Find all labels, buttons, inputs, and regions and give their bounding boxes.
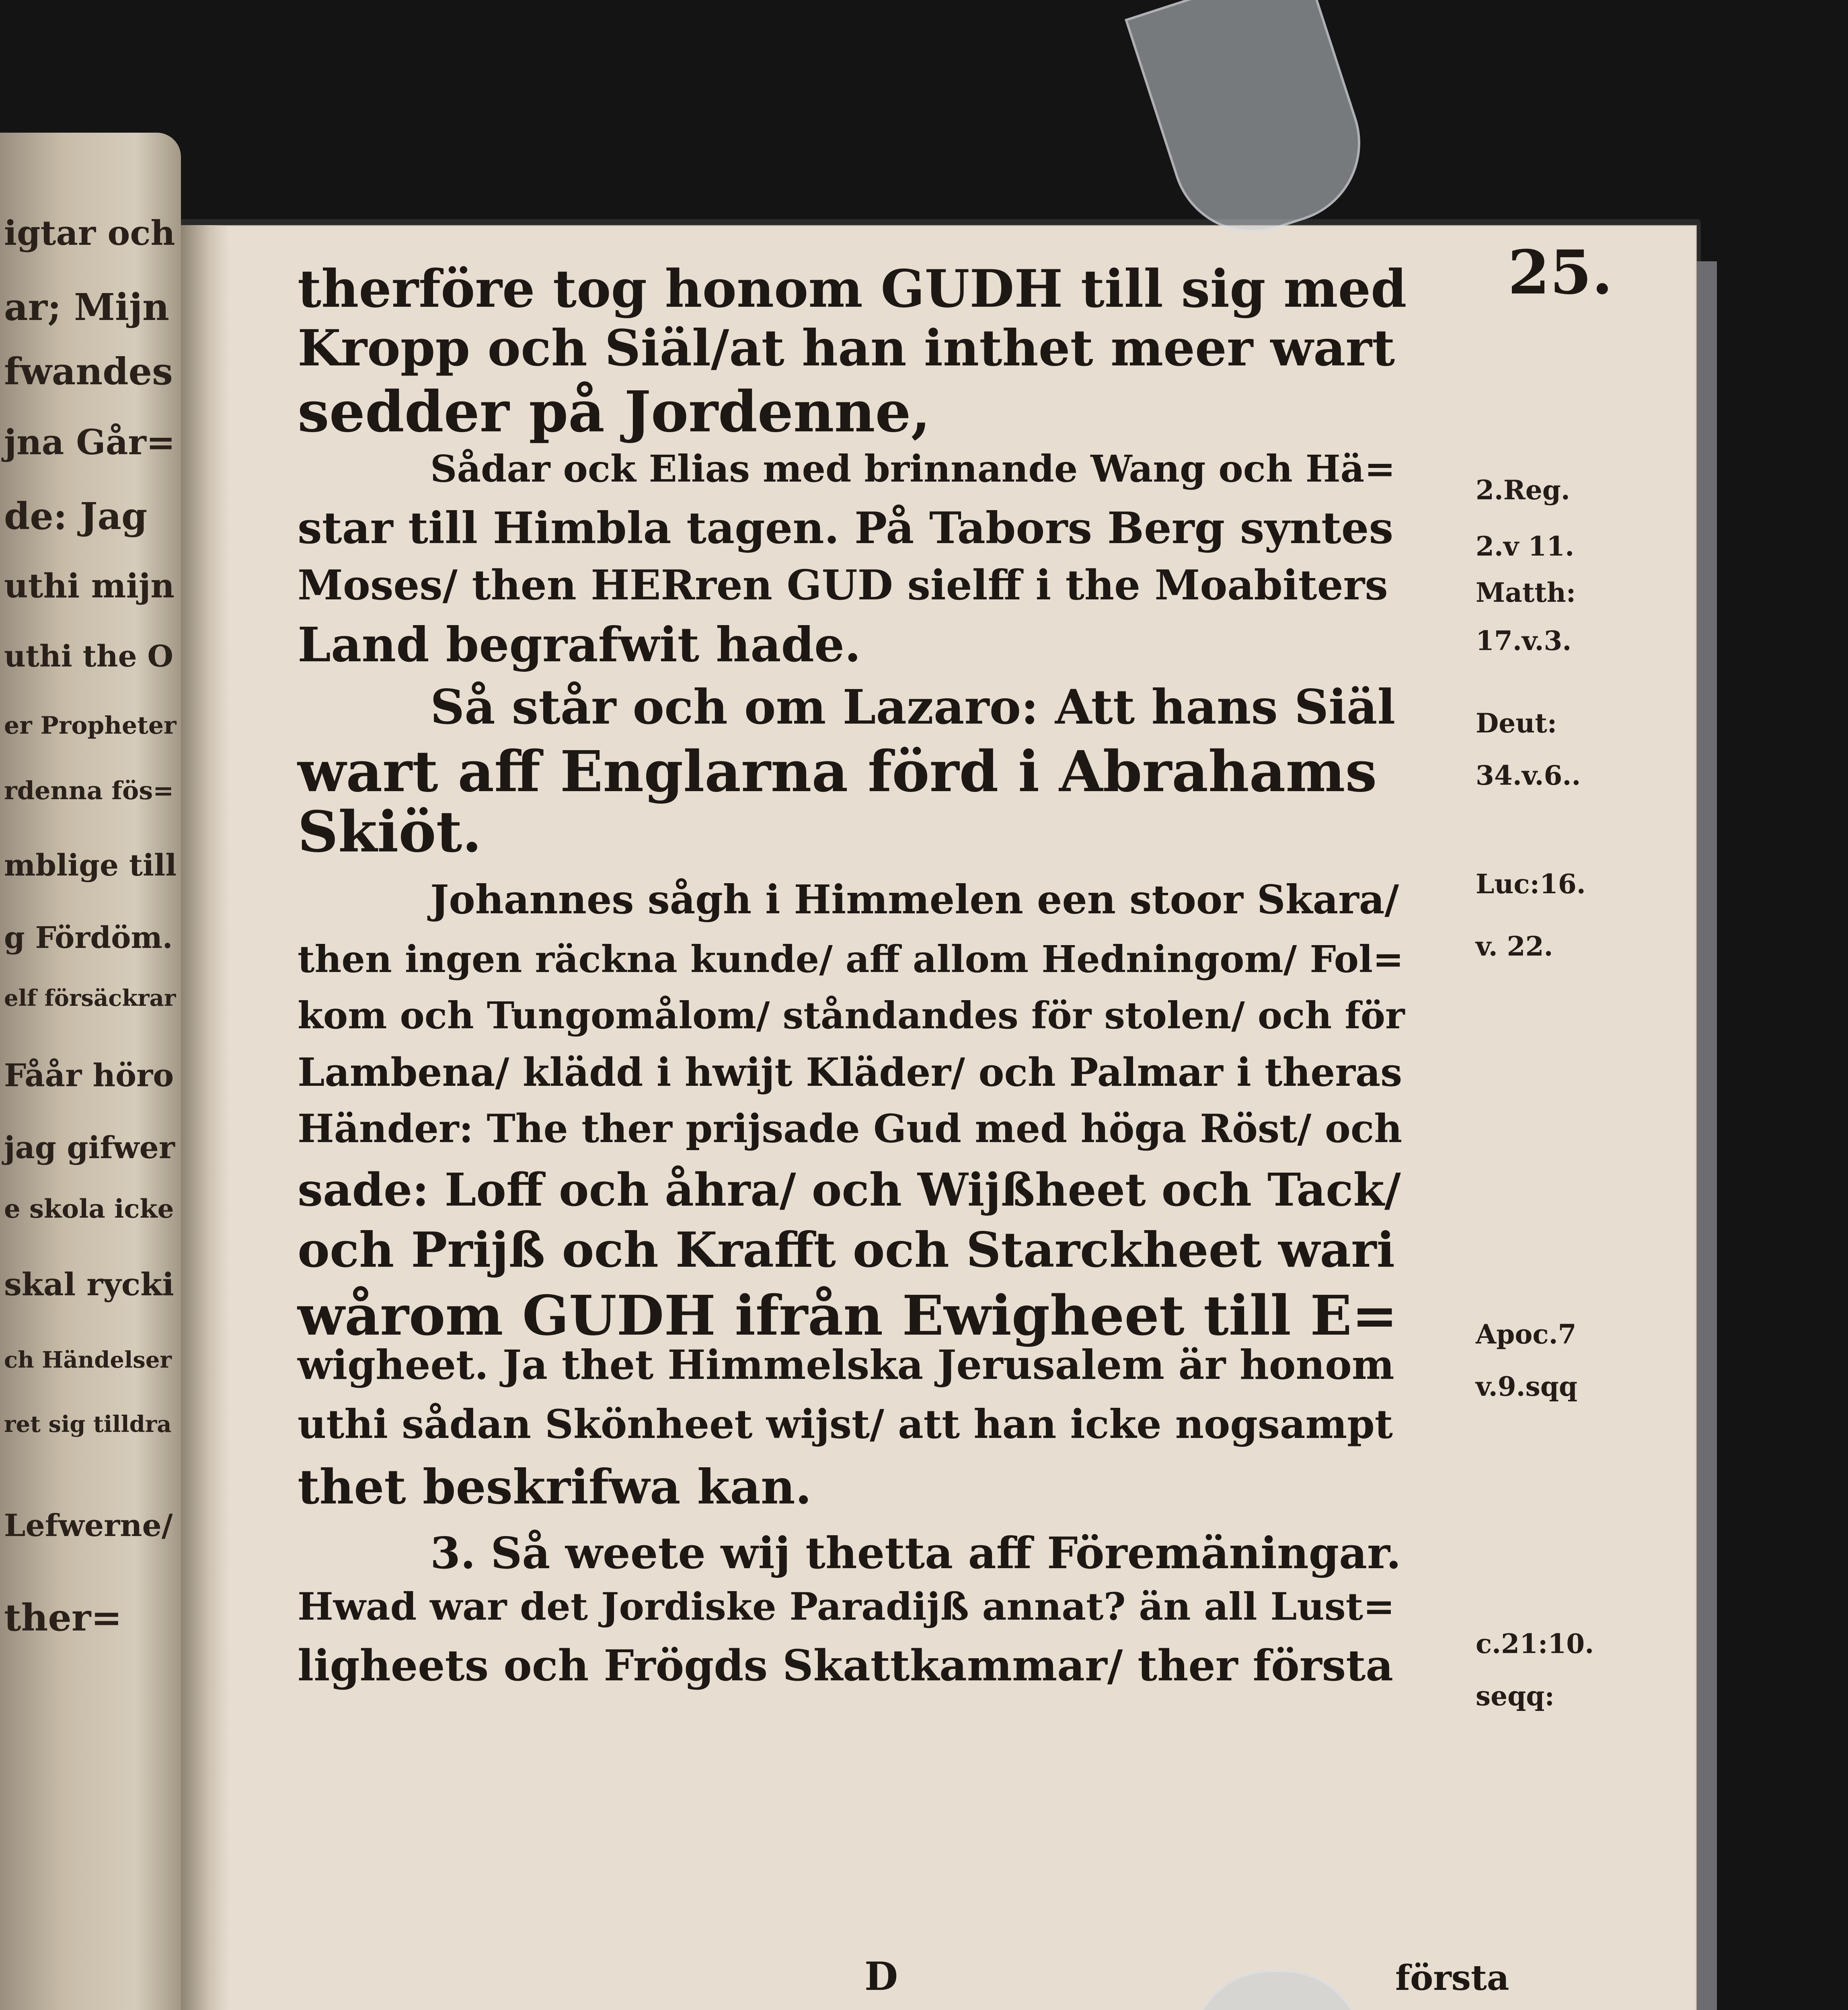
left-page-fragment: ret sig tilldra	[4, 1411, 172, 1438]
text-line: Johannes sågh i Himmelen een stoor Skara/	[430, 877, 1399, 923]
left-page-fragment: elf försäckrar	[4, 985, 176, 1011]
text-line: sade: Loff och åhra/ och Wijßheet och Tack/	[298, 1164, 1401, 1216]
text-line: Hwad war det Jordiske Paradijß annat? än all Lust=	[298, 1585, 1395, 1629]
right-page	[181, 225, 1697, 2010]
margin-note: 2.v 11.	[1476, 531, 1575, 562]
text-line: sedder på Jordenne,	[298, 379, 931, 445]
left-page-fragment: Fåår höro	[4, 1057, 174, 1094]
margin-note: Matth:	[1476, 577, 1576, 608]
left-page-fragment: mblige till	[4, 848, 177, 883]
text-line: kom och Tungomålom/ ståndandes för stolen/ och för	[298, 994, 1405, 1037]
text-line: ligheets och Frögds Skattkammar/ ther första	[298, 1640, 1393, 1690]
left-page-fragment: uthi the O	[4, 639, 173, 674]
left-page-fragment: Lefwerne/	[4, 1508, 173, 1543]
text-line: Land begrafwit hade.	[298, 617, 861, 673]
margin-note: seqq:	[1476, 1680, 1554, 1712]
text-line: thet beskrifwa kan.	[298, 1459, 812, 1515]
left-page-fragment: jna Går=	[4, 422, 175, 463]
left-page-fragment: rdenna fös=	[4, 776, 174, 805]
text-line: 3. Så weete wij thetta aff Föremäningar.	[430, 1528, 1401, 1579]
margin-note: 17.v.3.	[1476, 625, 1572, 656]
left-page-fragment: g Fördöm.	[4, 921, 173, 955]
left-page	[0, 133, 181, 2010]
text-line: Kropp och Siäl/at han inthet meer wart	[298, 319, 1395, 377]
left-page-fragment: jag gifwer	[4, 1130, 175, 1165]
text-line: star till Himbla tagen. På Tabors Berg syntes	[298, 503, 1394, 554]
text-line: Så står och om Lazaro: Att hans Siäl	[430, 679, 1396, 735]
margin-note: 2.Reg.	[1476, 474, 1570, 506]
margin-note: Luc:16.	[1476, 868, 1586, 900]
text-line: wigheet. Ja thet Himmelska Jerusalem är honom	[298, 1341, 1394, 1389]
text-line: Händer: The ther prijsade Gud med höga Röst/ och	[298, 1106, 1402, 1151]
left-page-fragment: uthi mijn	[4, 567, 175, 605]
left-page-fragment: de: Jag	[4, 494, 148, 538]
left-page-fragment: er Propheter	[4, 712, 177, 740]
left-page-fragment: igtar och	[4, 213, 175, 253]
text-line: wårom GUDH ifrån Ewigheet till E=	[298, 1284, 1398, 1348]
margin-note: v.9.sqq	[1476, 1371, 1578, 1402]
text-line: then ingen räckna kunde/ aff allom Hedningom/ Fol=	[298, 937, 1404, 981]
page-number: 25.	[1508, 237, 1613, 308]
left-page-fragment: fwandes	[4, 350, 173, 393]
left-page-fragment: ther=	[4, 1596, 122, 1639]
page-clip-top	[1125, 0, 1381, 253]
text-line: wart aff Englarna förd i Abrahams	[298, 739, 1377, 805]
margin-note: Deut:	[1476, 708, 1557, 739]
left-page-fragment: ar; Mijn	[4, 285, 170, 329]
text-line: Sådar ock Elias med brinnande Wang och Hä=	[430, 447, 1396, 490]
catchword: första	[1395, 1958, 1509, 1998]
margin-note: v. 22.	[1476, 931, 1553, 962]
left-page-fragment: ch Händelser	[4, 1347, 172, 1373]
text-line: Lambena/ klädd i hwijt Kläder/ och Palmar i theras	[298, 1050, 1402, 1095]
text-line: Skiöt.	[298, 799, 482, 865]
margin-note: 34.v.6..	[1476, 760, 1581, 791]
text-line: Moses/ then HERren GUD sielff i the Moabiters	[298, 561, 1388, 609]
page-gutter	[181, 225, 229, 2010]
margin-note: Apoc.7	[1476, 1319, 1577, 1350]
left-page-fragment: e skola icke	[4, 1194, 174, 1224]
text-line: therföre tog honom GUDH till sig med	[298, 259, 1407, 319]
text-line: och Prijß och Krafft och Starckheet wari	[298, 1222, 1395, 1278]
margin-note: c.21:10.	[1476, 1628, 1594, 1659]
left-page-fragment: skal rycki	[4, 1266, 174, 1303]
signature-mark: D	[864, 1954, 898, 1999]
text-line: uthi sådan Skönheet wijst/ att han icke nogsampt	[298, 1401, 1393, 1448]
